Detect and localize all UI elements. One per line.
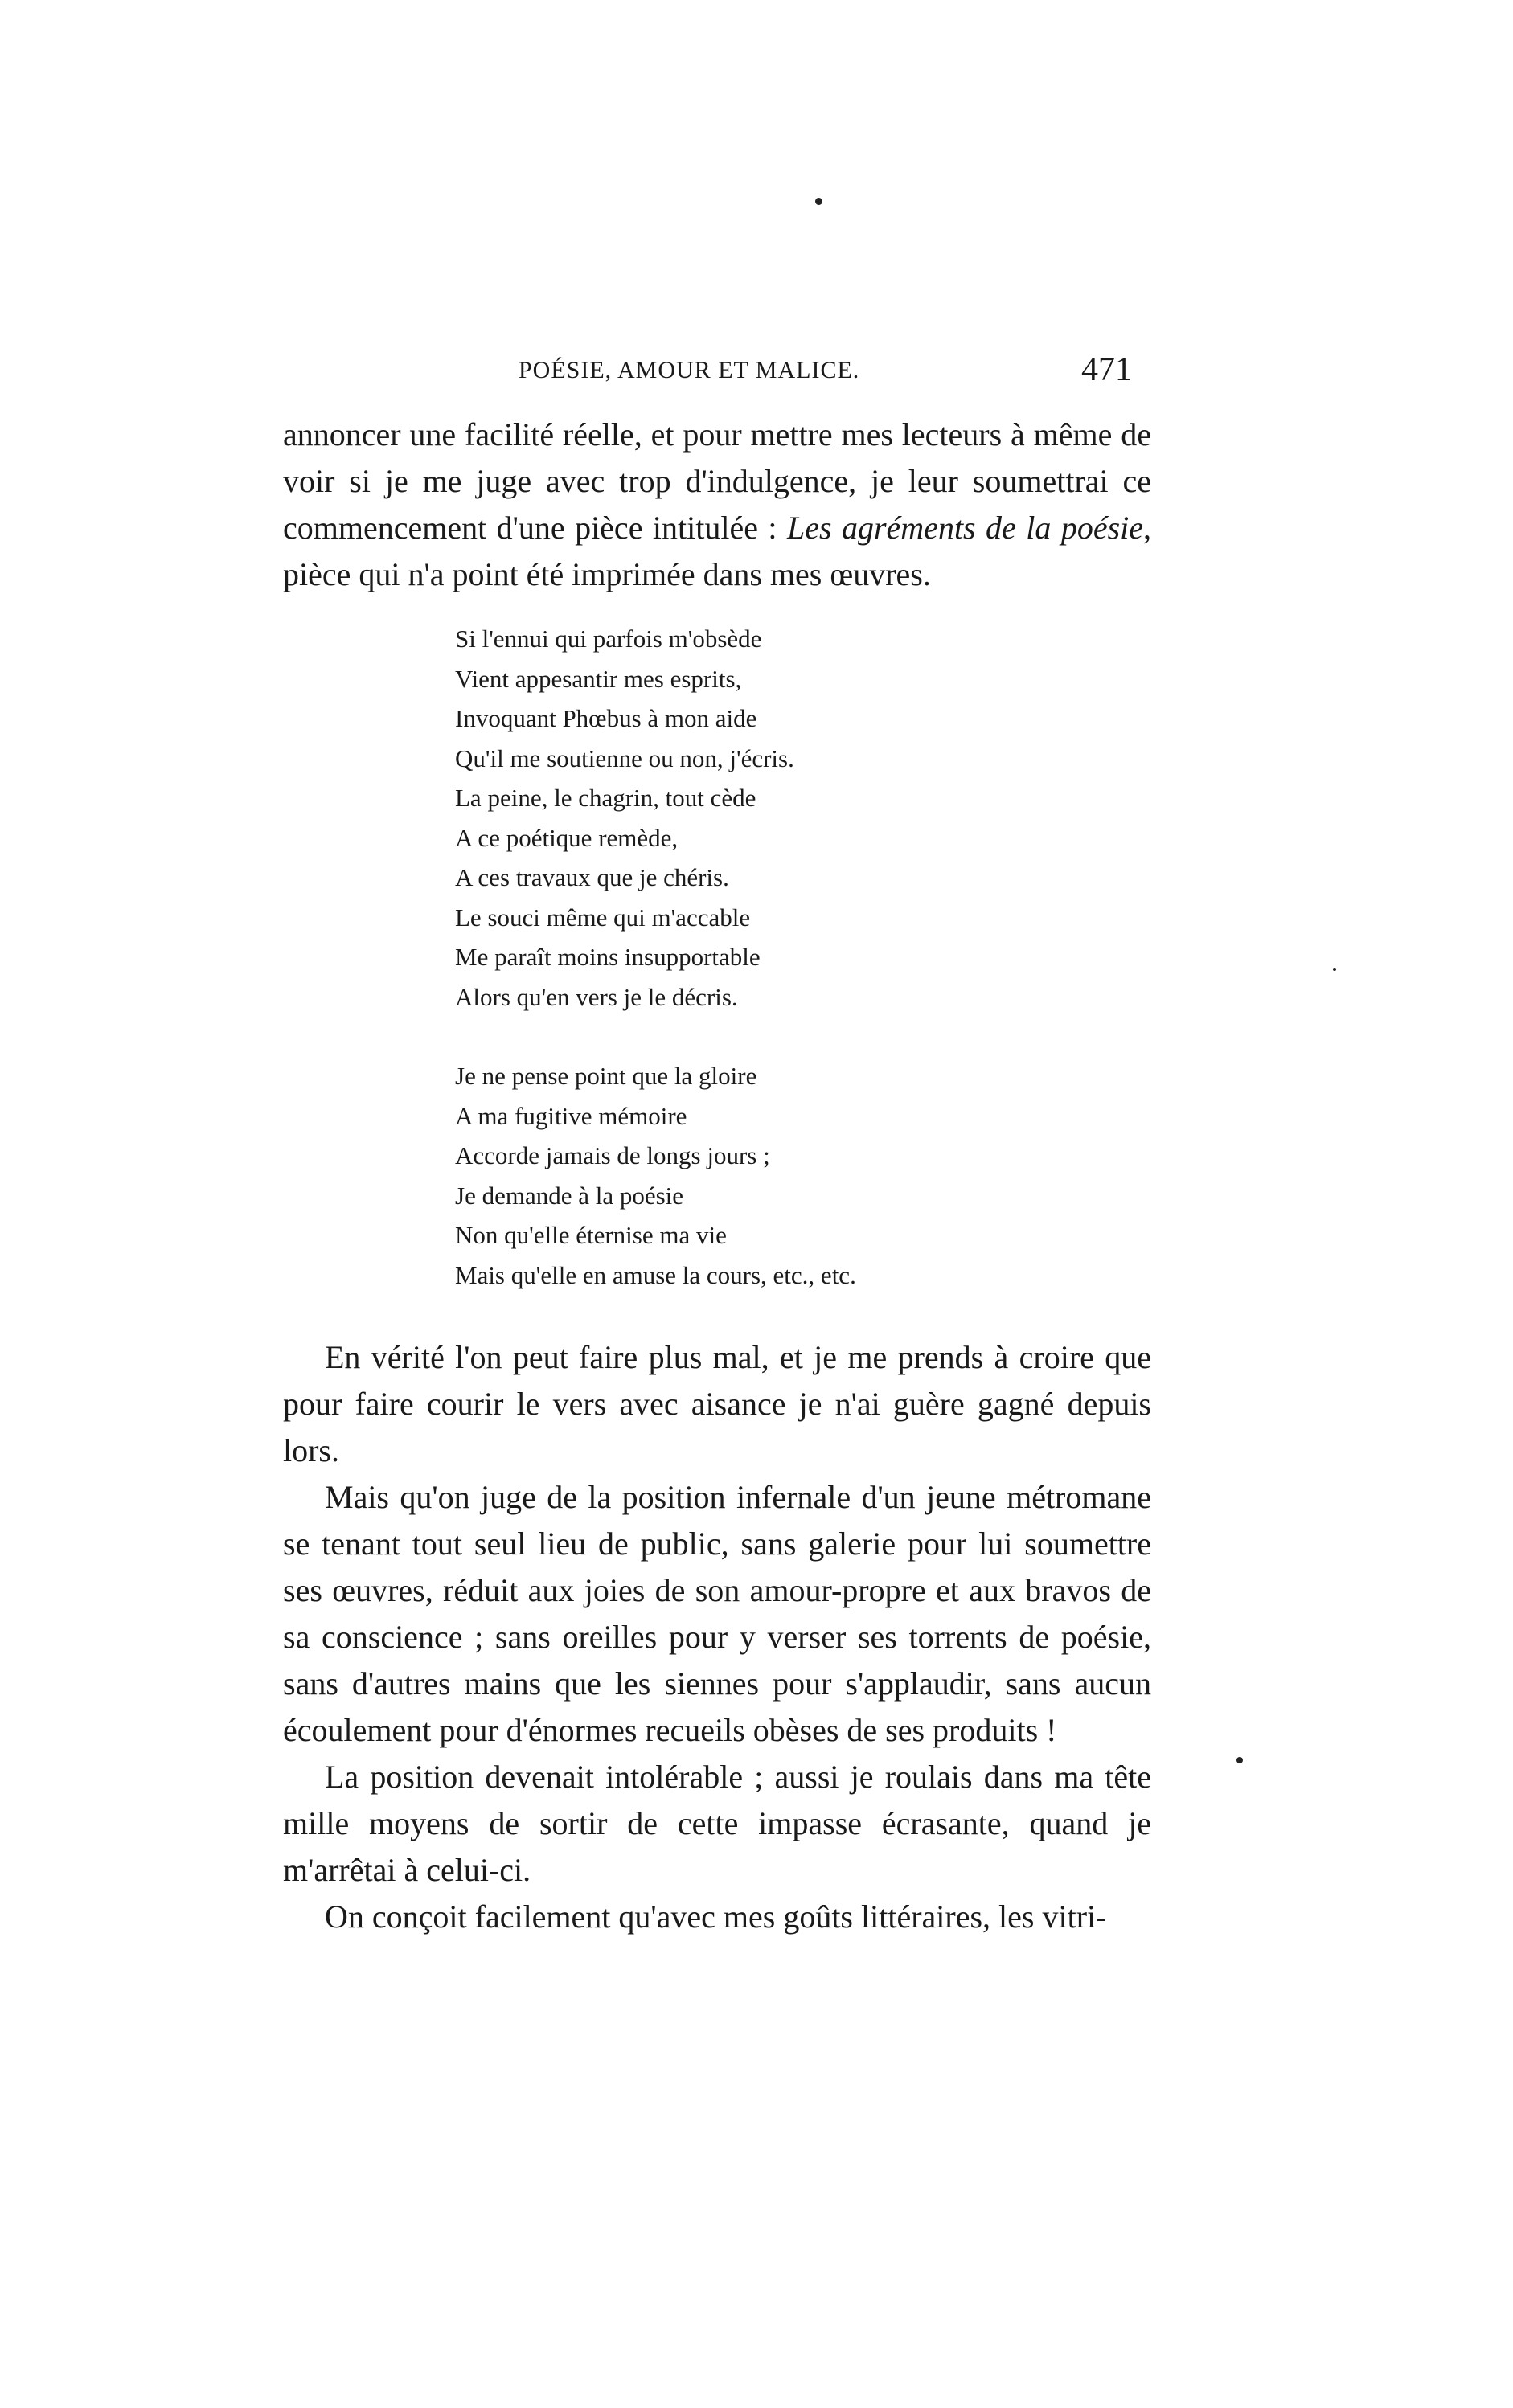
verse-line: Le souci même qui m'accable bbox=[455, 903, 751, 932]
verse-line: Alors qu'en vers je le décris. bbox=[455, 982, 738, 1011]
running-header: POÉSIE, AMOUR ET MALICE. bbox=[519, 357, 860, 383]
intro-text-after: , pièce qui n'a point été imprimée dans mes œuvres. bbox=[283, 510, 1152, 592]
verse-line: Qu'il me soutienne ou non, j'écris. bbox=[455, 743, 794, 772]
intro-text-before: annoncer une facilité réelle, et pour mettre mes lecteurs à même de voir si je me juge avec trop d'indulgence, je leur soumettrai ce commencement d'une pièce intitulée : bbox=[283, 416, 1151, 546]
poem-stanza-2 bbox=[455, 1056, 856, 1295]
body-text bbox=[283, 1334, 1151, 1940]
verse-line: Mais qu'elle en amuse la cours, etc., etc. bbox=[455, 1260, 856, 1289]
intro-paragraph bbox=[283, 412, 1151, 598]
page-number: 471 bbox=[1081, 351, 1132, 388]
verse-line: Non qu'elle éternise ma vie bbox=[455, 1221, 727, 1249]
poem-stanza-1 bbox=[455, 619, 794, 1017]
verse-line: Je demande à la poésie bbox=[455, 1181, 684, 1210]
body-paragraph: On conçoit facilement qu'avec mes goûts littéraires, les vitri- bbox=[325, 1898, 1107, 1935]
verse-line: A ce poétique remède, bbox=[455, 823, 679, 852]
verse-line: Vient appesantir mes esprits, bbox=[455, 664, 742, 693]
verse-line: Me paraît moins insupportable bbox=[455, 943, 761, 971]
body-paragraph: Mais qu'on juge de la position infernale d'un jeune métromane se tenant tout seul lieu de public, sans galerie pour lui soumettre ses œuvres, réduit aux joies de son amour-propre et aux bravos de sa conscience ; sans oreilles pour y verser ses torrents de poésie, sans d'autres mains que les siennes pour s'applaudir, sans aucun écoulement pour d'énormes recueils obèses de ses produits ! bbox=[283, 1479, 1151, 1748]
body-paragraph: En vérité l'on peut faire plus mal, et je me prends à croire que pour faire courir le vers avec aisance je n'ai guère gagné depuis lors. bbox=[283, 1339, 1151, 1468]
verse-line: Si l'ennui qui parfois m'obsède bbox=[455, 625, 762, 653]
verse-line: Invoquant Phœbus à mon aide bbox=[455, 704, 757, 732]
verse-line: A ma fugitive mémoire bbox=[455, 1101, 687, 1130]
verse-line: A ces travaux que je chéris. bbox=[455, 863, 729, 891]
ink-speck-decoration bbox=[1333, 968, 1336, 971]
ink-speck-decoration bbox=[1236, 1757, 1243, 1763]
verse-line: La peine, le chagrin, tout cède bbox=[455, 784, 756, 812]
verse-line: Accorde jamais de longs jours ; bbox=[455, 1141, 770, 1169]
body-paragraph: La position devenait intolérable ; aussi je roulais dans ma tête mille moyens de sortir de cette impasse écrasante, quand je m'arrêtai à celui-ci. bbox=[283, 1759, 1151, 1888]
poem-title: Les agréments de la poésie bbox=[786, 510, 1144, 546]
verse-line: Je ne pense point que la gloire bbox=[455, 1062, 757, 1090]
ink-speck-decoration bbox=[815, 198, 822, 205]
